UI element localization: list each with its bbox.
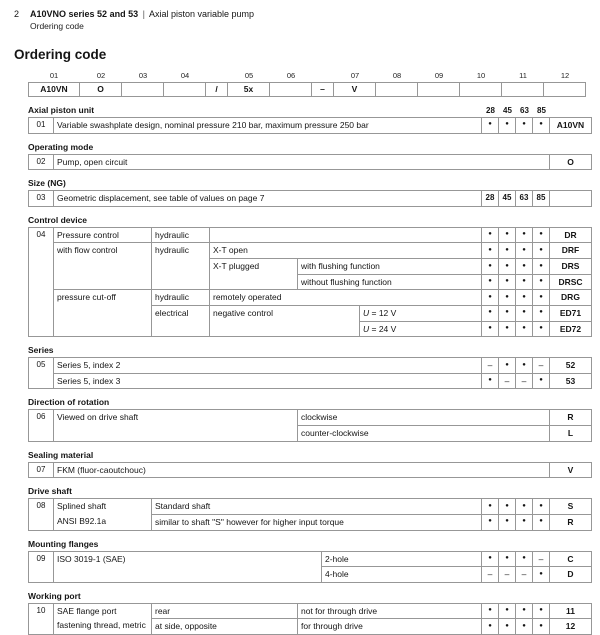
table-row bbox=[29, 155, 591, 170]
strip-field-07 bbox=[334, 71, 376, 97]
section-drive-shaft bbox=[28, 486, 592, 530]
availability-dot: ● bbox=[532, 118, 549, 133]
description-cell: Pump, open circuit bbox=[53, 155, 549, 170]
row-number: 07 bbox=[36, 464, 46, 474]
row-number bbox=[29, 425, 53, 441]
description-cell: Series 5, index 3 bbox=[53, 373, 481, 389]
description-cell: similar to shaft "S" however for higher input torque bbox=[151, 514, 481, 530]
code-cell: DRF bbox=[549, 242, 591, 258]
row-number bbox=[29, 618, 53, 634]
section-heading: Control device bbox=[28, 214, 88, 225]
description-cell: clockwise bbox=[297, 410, 549, 425]
size-value-cell: 45 bbox=[498, 191, 515, 206]
availability-dot: ● bbox=[515, 228, 532, 243]
code-cell: C bbox=[549, 552, 591, 567]
strip-box-value: 5x bbox=[227, 82, 270, 97]
description-cell: rear bbox=[151, 604, 297, 619]
strip-position-label: 11 bbox=[519, 70, 527, 80]
section-sealing-material bbox=[28, 450, 592, 479]
availability-dot: ● bbox=[498, 552, 515, 567]
description-cell: FKM (fluor-caoutchouc) bbox=[53, 463, 549, 478]
strip-box-value: O bbox=[79, 82, 122, 97]
section-mounting-flanges bbox=[28, 539, 592, 583]
availability-dot: ● bbox=[515, 305, 532, 321]
code-cell: R bbox=[549, 410, 591, 425]
availability-dot: ● bbox=[481, 242, 498, 258]
availability-dot: ● bbox=[481, 373, 498, 389]
size-column-header: 63 bbox=[520, 105, 529, 115]
row-number bbox=[29, 242, 53, 258]
section-heading: Drive shaft bbox=[28, 486, 72, 497]
availability-dot: ● bbox=[532, 242, 549, 258]
table-row bbox=[29, 499, 591, 514]
table-row bbox=[29, 118, 591, 133]
ordering-table bbox=[28, 498, 592, 530]
table-row bbox=[29, 552, 591, 567]
availability-dash: – bbox=[515, 566, 532, 582]
table-row bbox=[29, 566, 591, 582]
strip-box-value bbox=[121, 82, 164, 97]
order-code-strip bbox=[28, 71, 592, 97]
table-row bbox=[29, 358, 591, 373]
section-heading: Operating mode bbox=[28, 141, 94, 152]
section-header-row bbox=[28, 397, 592, 407]
description-cell bbox=[53, 566, 321, 582]
availability-dot: ● bbox=[515, 358, 532, 373]
row-number bbox=[29, 321, 53, 337]
availability-dot: ● bbox=[532, 514, 549, 530]
section-header-row bbox=[28, 178, 592, 188]
availability-dot: ● bbox=[532, 228, 549, 243]
code-cell: R bbox=[549, 514, 591, 530]
size-value-cell: 63 bbox=[515, 191, 532, 206]
description-cell bbox=[53, 274, 151, 290]
strip-position-label: 04 bbox=[180, 70, 190, 80]
code-cell: 12 bbox=[549, 618, 591, 634]
description-cell: Geometric displacement, see table of values on page 7 bbox=[53, 191, 481, 206]
code-cell: DR bbox=[549, 228, 591, 243]
strip-position-label bbox=[206, 71, 228, 82]
strip-field-04 bbox=[164, 71, 206, 97]
description-cell: with flow control bbox=[53, 242, 151, 258]
strip-separator bbox=[312, 71, 334, 97]
availability-dot: ● bbox=[481, 289, 498, 305]
availability-dot: ● bbox=[498, 118, 515, 133]
availability-dot: ● bbox=[481, 604, 498, 619]
availability-dot: ● bbox=[515, 552, 532, 567]
strip-box-value bbox=[501, 82, 544, 97]
availability-dot: ● bbox=[498, 514, 515, 530]
ordering-table bbox=[28, 154, 592, 171]
strip-field-12 bbox=[544, 71, 586, 97]
description-cell bbox=[209, 321, 359, 337]
description-cell: SAE flange port bbox=[53, 604, 151, 619]
strip-box-value bbox=[375, 82, 418, 97]
code-cell: L bbox=[549, 425, 591, 441]
ordering-table bbox=[28, 227, 592, 337]
description-cell: remotely operated bbox=[209, 289, 481, 305]
availability-dot: ● bbox=[498, 604, 515, 619]
strip-position-label: 10 bbox=[476, 70, 486, 80]
section-control-device bbox=[28, 215, 592, 337]
section-heading: Mounting flanges bbox=[28, 538, 99, 549]
availability-dot: ● bbox=[481, 305, 498, 321]
description-cell: negative control bbox=[209, 305, 359, 321]
ordering-table bbox=[28, 190, 592, 207]
strip-position-label bbox=[312, 71, 334, 82]
availability-dot: ● bbox=[481, 258, 498, 274]
description-cell: for through drive bbox=[297, 618, 481, 634]
strip-field-03 bbox=[122, 71, 164, 97]
description-cell: X-T open bbox=[209, 242, 481, 258]
row-number: 01 bbox=[36, 119, 46, 129]
table-row bbox=[29, 242, 591, 258]
code-cell: D bbox=[549, 566, 591, 582]
availability-dash: – bbox=[481, 566, 498, 582]
description-cell: Pressure control bbox=[53, 228, 151, 243]
strip-field-01 bbox=[28, 71, 80, 97]
availability-dot: ● bbox=[498, 289, 515, 305]
table-row bbox=[29, 463, 591, 478]
row-number bbox=[29, 258, 53, 274]
strip-field-11 bbox=[502, 71, 544, 97]
italic-symbol: U bbox=[363, 323, 370, 334]
table-row bbox=[29, 618, 591, 634]
availability-dot: ● bbox=[532, 289, 549, 305]
availability-dash: – bbox=[498, 566, 515, 582]
code-cell: V bbox=[549, 463, 591, 478]
section-header-row bbox=[28, 142, 592, 152]
row-number: 06 bbox=[36, 412, 46, 422]
availability-dot: ● bbox=[498, 321, 515, 337]
strip-position-label: 01 bbox=[49, 70, 59, 80]
availability-dash: – bbox=[532, 358, 549, 373]
strip-position-label: 02 bbox=[96, 70, 106, 80]
size-value-cell: 85 bbox=[532, 191, 549, 206]
section-heading: Direction of rotation bbox=[28, 397, 110, 408]
section-heading: Size (NG) bbox=[28, 178, 66, 189]
ordering-table bbox=[28, 357, 592, 389]
description-cell: fastening thread, metric bbox=[53, 618, 151, 634]
availability-dot: ● bbox=[515, 321, 532, 337]
description-cell: X-T plugged bbox=[209, 258, 297, 274]
table-row bbox=[29, 410, 591, 425]
row-number: 09 bbox=[36, 553, 46, 563]
description-cell: U = 12 V bbox=[359, 305, 481, 321]
availability-dot: ● bbox=[481, 321, 498, 337]
code-cell: ED72 bbox=[549, 321, 591, 337]
description-cell: with flushing function bbox=[297, 258, 481, 274]
availability-dot: ● bbox=[532, 566, 549, 582]
description-cell: hydraulic bbox=[151, 242, 209, 258]
section-axial-piston-unit bbox=[28, 105, 592, 134]
section-working-port bbox=[28, 591, 592, 635]
availability-dot: ● bbox=[481, 552, 498, 567]
strip-box-value: A10VN bbox=[28, 82, 80, 97]
table-row bbox=[29, 321, 591, 337]
document-header bbox=[0, 0, 600, 32]
availability-dot: ● bbox=[532, 305, 549, 321]
table-row bbox=[29, 604, 591, 619]
description-cell bbox=[53, 305, 151, 321]
availability-dot: ● bbox=[498, 274, 515, 290]
section-header-row bbox=[28, 486, 592, 496]
strip-box-value: / bbox=[205, 82, 228, 97]
row-number: 08 bbox=[36, 501, 46, 511]
strip-field-06 bbox=[270, 71, 312, 97]
strip-field-05 bbox=[228, 71, 270, 97]
table-row bbox=[29, 305, 591, 321]
table-row bbox=[29, 373, 591, 389]
document-subtitle: Ordering code bbox=[30, 21, 84, 32]
strip-field-08 bbox=[376, 71, 418, 97]
ordering-table bbox=[28, 117, 592, 134]
size-column-header: 85 bbox=[537, 105, 546, 115]
description-cell: pressure cut-off bbox=[53, 289, 151, 305]
ordering-table bbox=[28, 462, 592, 479]
row-number: 10 bbox=[36, 605, 46, 615]
availability-dot: ● bbox=[532, 604, 549, 619]
availability-dot: ● bbox=[515, 499, 532, 514]
availability-dot: ● bbox=[498, 499, 515, 514]
size-column-header: 28 bbox=[486, 105, 495, 115]
description-cell bbox=[209, 228, 481, 243]
availability-dot: ● bbox=[498, 228, 515, 243]
description-cell: Variable swashplate design, nominal pressure 210 bar, maximum pressure 250 bar bbox=[53, 118, 481, 133]
availability-dot: ● bbox=[515, 514, 532, 530]
description-cell bbox=[209, 274, 297, 290]
availability-dot: ● bbox=[498, 305, 515, 321]
availability-dot: ● bbox=[515, 258, 532, 274]
availability-dash: – bbox=[532, 552, 549, 567]
availability-dot: ● bbox=[498, 358, 515, 373]
row-number bbox=[29, 373, 53, 389]
table-row bbox=[29, 228, 591, 243]
availability-dot: ● bbox=[515, 242, 532, 258]
description-cell: U = 24 V bbox=[359, 321, 481, 337]
description-cell: Viewed on drive shaft bbox=[53, 410, 297, 425]
availability-dash: – bbox=[481, 358, 498, 373]
availability-dot: ● bbox=[481, 118, 498, 133]
availability-dot: ● bbox=[498, 242, 515, 258]
strip-separator bbox=[206, 71, 228, 97]
description-cell: Splined shaft bbox=[53, 499, 151, 514]
code-cell: DRSC bbox=[549, 274, 591, 290]
title-divider: | bbox=[142, 9, 145, 19]
availability-dot: ● bbox=[481, 618, 498, 634]
content bbox=[28, 71, 592, 635]
availability-dot: ● bbox=[532, 373, 549, 389]
description-cell: counter-clockwise bbox=[297, 425, 549, 441]
description-cell bbox=[151, 274, 209, 290]
strip-box-value: V bbox=[333, 82, 376, 97]
table-row bbox=[29, 191, 591, 206]
availability-dot: ● bbox=[481, 228, 498, 243]
description-cell: at side, opposite bbox=[151, 618, 297, 634]
row-number bbox=[29, 274, 53, 290]
section-operating-mode bbox=[28, 142, 592, 171]
description-cell: hydraulic bbox=[151, 289, 209, 305]
description-cell bbox=[53, 321, 151, 337]
page-title: Ordering code bbox=[14, 46, 107, 62]
table-row bbox=[29, 514, 591, 530]
description-cell: Series 5, index 2 bbox=[53, 358, 481, 373]
table-row bbox=[29, 258, 591, 274]
strip-position-label: 07 bbox=[350, 70, 360, 80]
strip-box-value bbox=[543, 82, 586, 97]
section-header-row bbox=[28, 539, 592, 549]
availability-dot: ● bbox=[532, 499, 549, 514]
availability-dot: ● bbox=[515, 604, 532, 619]
row-number bbox=[29, 566, 53, 582]
strip-box-value bbox=[163, 82, 206, 97]
availability-dot: ● bbox=[498, 258, 515, 274]
row-number: 05 bbox=[36, 360, 46, 370]
document-title bbox=[30, 9, 254, 20]
strip-field-09 bbox=[418, 71, 460, 97]
availability-dot: ● bbox=[515, 274, 532, 290]
document-titles bbox=[30, 9, 254, 32]
section-header-row bbox=[28, 450, 592, 460]
row-number bbox=[29, 514, 53, 530]
description-cell: hydraulic bbox=[151, 228, 209, 243]
description-cell bbox=[53, 425, 297, 441]
section-direction-of-rotation bbox=[28, 397, 592, 441]
availability-dot: ● bbox=[515, 289, 532, 305]
ordering-table bbox=[28, 551, 592, 583]
code-cell: S bbox=[549, 499, 591, 514]
code-cell: DRG bbox=[549, 289, 591, 305]
section-header-row bbox=[28, 345, 592, 355]
strip-field-02 bbox=[80, 71, 122, 97]
row-number: 03 bbox=[36, 193, 46, 203]
section-heading: Sealing material bbox=[28, 449, 94, 460]
section-heading: Series bbox=[28, 345, 54, 356]
size-column-header: 45 bbox=[503, 105, 512, 115]
code-cell: 11 bbox=[549, 604, 591, 619]
strip-position-label: 08 bbox=[392, 70, 402, 80]
description-cell: not for through drive bbox=[297, 604, 481, 619]
availability-dot: ● bbox=[481, 499, 498, 514]
strip-box-value bbox=[269, 82, 312, 97]
availability-dot: ● bbox=[481, 274, 498, 290]
strip-box-value bbox=[459, 82, 502, 97]
strip-position-label: 06 bbox=[286, 70, 296, 80]
sections bbox=[28, 105, 592, 635]
availability-dot: ● bbox=[532, 321, 549, 337]
description-cell: ANSI B92.1a bbox=[53, 514, 151, 530]
availability-dash: – bbox=[498, 373, 515, 389]
table-row bbox=[29, 274, 591, 290]
description-cell: 4-hole bbox=[321, 566, 481, 582]
strip-position-label: 05 bbox=[244, 70, 254, 80]
code-cell: 53 bbox=[549, 373, 591, 389]
code-cell: O bbox=[549, 155, 591, 170]
availability-dot: ● bbox=[532, 258, 549, 274]
availability-dot: ● bbox=[532, 274, 549, 290]
strip-position-label: 09 bbox=[434, 70, 444, 80]
description-cell bbox=[53, 258, 151, 274]
row-number bbox=[29, 305, 53, 321]
description-cell: 2-hole bbox=[321, 552, 481, 567]
section-size-ng bbox=[28, 178, 592, 207]
row-number bbox=[29, 289, 53, 305]
description-cell: electrical bbox=[151, 305, 209, 321]
document-title-type: Axial piston variable pump bbox=[148, 9, 255, 19]
code-cell: DRS bbox=[549, 258, 591, 274]
strip-box-value: – bbox=[311, 82, 334, 97]
code-cell: A10VN bbox=[549, 118, 591, 133]
availability-dot: ● bbox=[498, 618, 515, 634]
table-row bbox=[29, 425, 591, 441]
availability-dash: – bbox=[515, 373, 532, 389]
description-cell: ISO 3019-1 (SAE) bbox=[53, 552, 321, 567]
section-heading: Axial piston unit bbox=[28, 104, 95, 115]
availability-dot: ● bbox=[515, 118, 532, 133]
section-header-row bbox=[28, 215, 592, 225]
description-cell: without flushing function bbox=[297, 274, 481, 290]
section-series bbox=[28, 345, 592, 389]
availability-dot: ● bbox=[481, 514, 498, 530]
section-header-row bbox=[28, 105, 592, 115]
strip-box-value bbox=[417, 82, 460, 97]
document-title-product: A10VNO series 52 and 53 bbox=[30, 9, 139, 19]
size-value-cell: 28 bbox=[481, 191, 498, 206]
section-heading: Working port bbox=[28, 590, 81, 601]
page-number: 2 bbox=[14, 9, 20, 19]
ordering-table bbox=[28, 409, 592, 441]
code-cell: 52 bbox=[549, 358, 591, 373]
description-cell bbox=[151, 321, 209, 337]
ordering-table bbox=[28, 603, 592, 635]
description-cell bbox=[151, 258, 209, 274]
section-header-row bbox=[28, 591, 592, 601]
availability-dot: ● bbox=[532, 618, 549, 634]
strip-position-label: 12 bbox=[560, 70, 570, 80]
strip-field-10 bbox=[460, 71, 502, 97]
strip-position-label: 03 bbox=[138, 70, 148, 80]
table-row bbox=[29, 289, 591, 305]
availability-dot: ● bbox=[515, 618, 532, 634]
italic-symbol: U bbox=[363, 307, 370, 318]
code-cell bbox=[549, 191, 591, 206]
code-cell: ED71 bbox=[549, 305, 591, 321]
description-cell: Standard shaft bbox=[151, 499, 481, 514]
row-number: 04 bbox=[36, 229, 46, 239]
row-number: 02 bbox=[36, 156, 46, 166]
